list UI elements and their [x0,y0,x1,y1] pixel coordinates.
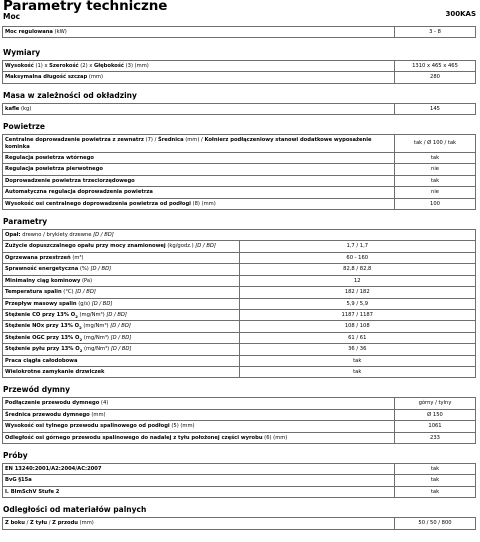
row-value: tak [395,175,476,186]
row-value: 1187 / 1187 [239,309,476,320]
row-value: 5,9 / 5,9 [239,298,476,309]
masa-table [2,103,476,115]
odleglosc-table [2,517,476,529]
label-bold: Średnica [158,137,184,144]
label-bold: BvG §15a [5,477,32,484]
label-bold: Zużycie dopuszczalnego opału przy mocy znamionowej [5,243,166,250]
label-bold: Wysokość osi centralnego doprowadzenia powietrza od podłogi [5,200,191,207]
label-unit: (mm) [87,74,104,81]
table-row [3,275,476,286]
table-row [3,153,476,164]
label-italic: [D / BD] [90,266,112,273]
label-italic: [D / BD] [106,311,127,318]
row-value: tak [395,486,476,497]
label-bold: Stężenie CO przy 13% O [5,311,76,318]
label-italic: [D / BD] [93,232,114,239]
table-row [3,518,476,529]
label-unit: (m³) [70,254,84,261]
page-subtitle: Moc [3,12,21,21]
label-bold: Ogrzewana przestrzeń [5,254,71,261]
table-row [3,230,476,241]
section-title-powietrze: Powietrze [3,122,45,132]
table-row [3,241,476,252]
table-row [3,135,476,153]
page-title: Parametry techniczne [3,0,168,14]
label-bold: Z boku [5,520,25,527]
przewod-table [2,397,476,444]
label-subscript: 2 [79,336,83,342]
row-label [3,27,395,38]
label-bold: Z przodu [52,520,78,527]
row-label [3,475,395,486]
label-bold: Głębokość [93,63,124,69]
label-unit: (kW) [52,29,67,35]
table-row [3,72,476,83]
row-value: górny / tylny [395,398,476,409]
label-bold: Regulacja powietrza wtórnego [5,155,94,162]
label-bold: Opał: [5,232,21,239]
row-value: 61 / 61 [239,332,476,343]
label-bold: Doprowadzenie powietrza trzeciorzędowego [5,177,135,184]
label-bold: Praca ciągła całodobowa [5,357,78,364]
label-subscript: 2 [79,348,83,354]
label-bold: Maksymalna długość szczap [5,74,88,81]
label-bold: Wysokość osi tylnego przewodu spalinowego od podłogi [5,423,170,430]
table-row [3,61,476,72]
row-label [3,321,240,332]
label-italic: [D / BD] [75,289,96,296]
row-label [3,398,395,409]
row-label [3,187,395,198]
label-bold: Średnica przewodu dymnego [5,411,90,418]
table-row [3,175,476,186]
table-row [3,164,476,175]
label-bold: Odległość osi górnego przewodu spalinowego do nadalej z tyłu położonej części wyrobu [5,434,263,441]
label-bold: I. BImSchV Stufe 2 [5,488,60,495]
row-value: 280 [395,72,476,83]
label-bold: Stężenie OGC przy 13% O [5,334,80,341]
row-label [3,103,395,114]
label-text: drewno / brykiety drzewne [20,232,94,239]
row-label [3,72,395,83]
label-bold: EN 13240:2001/A2:2004/AC:2007 [5,465,102,472]
model-name: 300KAS [445,10,476,18]
wymiary-table [2,60,476,84]
row-label [3,344,240,355]
table-row [3,27,476,38]
label-bold: kafle [5,105,20,112]
label-bold: Wysokość [5,63,34,69]
row-label [3,309,240,320]
table-row [3,366,476,377]
label-text: (7) / [143,137,158,144]
section-title-parametry: Parametry [3,217,48,227]
row-value: 1,7 / 1,7 [239,241,476,252]
row-label [3,61,395,72]
row-value: 108 / 108 [239,321,476,332]
label-unit: (4) [99,400,109,407]
label-bold: Regulacja powietrza pierwotnego [5,166,103,173]
label-text: / [47,520,53,527]
table-row [3,264,476,275]
proby-block [2,451,478,498]
wymiary-block [2,48,478,84]
przewod-block [2,385,478,444]
label-subscript: 2 [79,325,82,331]
row-label [3,175,395,186]
row-label [3,135,395,153]
label-text: / [25,520,31,527]
section-title-przewod: Przewód dymny [3,385,71,395]
row-value: tak [239,355,476,366]
odleglosc-block [2,505,478,529]
row-label [3,463,395,474]
powietrze-block [2,122,478,210]
row-label [3,198,395,209]
table-row [3,409,476,420]
row-value: nie [395,164,476,175]
row-value: tak [239,366,476,377]
label-unit: (mg/Nm³) [81,323,111,330]
label-bold: Z tyłu [30,520,48,527]
table-row [3,355,476,366]
row-label [3,241,240,252]
table-row [3,432,476,443]
row-value: 36 / 36 [239,344,476,355]
label-italic: [D / BD] [110,334,132,341]
row-label [3,264,240,275]
row-value: 82,8 / 82,8 [239,264,476,275]
label-unit: (%) [78,266,91,273]
row-label [3,298,240,309]
label-bold: Minimalny ciąg kominowy [5,277,81,284]
section-title-proby: Próby [3,450,28,460]
row-value: 3 - 8 [395,27,476,38]
table-row [3,198,476,209]
label-unit: (6) (mm) [262,434,288,441]
table-row [3,103,476,114]
label-italic: [D / BD] [110,346,132,353]
row-label [3,432,395,443]
label-bold: Wielokrotne zamykanie drzwiczek [5,368,105,375]
table-row [3,298,476,309]
label-unit: (mg/Nm³) [82,346,111,353]
label-bold: Stężenie NOx przy 13% O [5,323,80,330]
row-value: 60 - 160 [239,252,476,263]
row-value: tak / Ø 100 / tak [395,135,476,153]
row-value: 233 [395,432,476,443]
row-value: Ø 150 [395,409,476,420]
proby-table [2,463,476,498]
table-row [3,398,476,409]
row-label [3,409,395,420]
label-unit: (mm) [89,411,106,418]
label-bold: Centralne doprowadzenie powietrza z zewnatrz [5,137,144,144]
label-unit: (kg/godz.) [165,243,196,250]
label-text: (1) x [33,63,50,69]
moc-table [2,26,476,38]
label-unit: (mg/Nm³) [77,311,107,318]
label-unit: (mg/Nm³) [82,334,111,341]
header [2,0,478,26]
label-bold: Podłączenie przewodu dymnego [5,400,100,407]
label-text: (mm) / [183,137,205,144]
table-row [3,344,476,355]
row-label [3,164,395,175]
label-bold: Automatyczna regulacja doprowadzenia powietrza [5,189,153,196]
row-value: tak [395,463,476,474]
row-value: 1310 x 465 x 465 [395,61,476,72]
label-unit: (5) (mm) [169,423,195,430]
section-title-odleglosc: Odległości od materiałów palnych [3,505,147,515]
table-row [3,287,476,298]
label-bold: Moc regulowana [5,29,53,35]
section-title-wymiary: Wymiary [3,48,41,57]
row-value: 12 [239,275,476,286]
table-row [3,475,476,486]
parametry-table [2,229,476,378]
table-row [3,252,476,263]
label-text: (mm) [77,520,94,527]
label-bold: Przepływ masowy spalin [5,300,77,307]
label-bold: Szerokość [49,63,79,69]
row-value: 100 [395,198,476,209]
label-subscript: 2 [75,313,78,319]
parametry-block [2,217,478,378]
label-italic: [D / BD] [195,243,216,250]
row-label [3,153,395,164]
tech-params-page [2,0,478,530]
row-value: 50 / 50 / 800 [395,518,476,529]
table-row [3,309,476,320]
row-value: tak [395,153,476,164]
row-label [3,518,395,529]
row-label [3,332,240,343]
row-value: 145 [395,103,476,114]
row-value: 1061 [395,421,476,432]
table-row [3,421,476,432]
label-unit: (Pa) [80,277,93,284]
table-row [3,187,476,198]
label-bold: Stężenie pyłu przy 13% O [5,346,80,353]
row-label [3,421,395,432]
table-row [3,332,476,343]
table-row [3,463,476,474]
row-label [3,366,240,377]
moc-block [2,26,478,38]
label-bold: Temperatura spalin [5,289,62,296]
table-row [3,321,476,332]
row-value: 182 / 182 [239,287,476,298]
label-unit: (8) (mm) [190,200,216,207]
label-text: (2) x [78,63,94,69]
label-unit: (°C) [61,289,76,296]
label-unit: (kg) [19,105,32,112]
label-unit: (g/s) [76,300,92,307]
row-value: tak [395,475,476,486]
powietrze-table [2,134,476,210]
label-italic: [D / BD] [91,300,113,307]
row-label [3,486,395,497]
row-label [3,287,240,298]
section-title-masa: Masa w zależności od okładziny [3,90,137,100]
opal-row [3,230,476,241]
table-row [3,486,476,497]
label-italic: [D / BD] [110,323,131,330]
label-text: (3) (mm) [124,63,149,69]
masa-block [2,91,478,115]
label-bold: Kołnierz podłączeniowy stanowi dodatkowe wyposażenie kominka [5,137,372,150]
row-label [3,252,240,263]
row-label [3,355,240,366]
row-value: nie [395,187,476,198]
row-label [3,275,240,286]
label-bold: Sprawność energetyczna [5,266,79,273]
